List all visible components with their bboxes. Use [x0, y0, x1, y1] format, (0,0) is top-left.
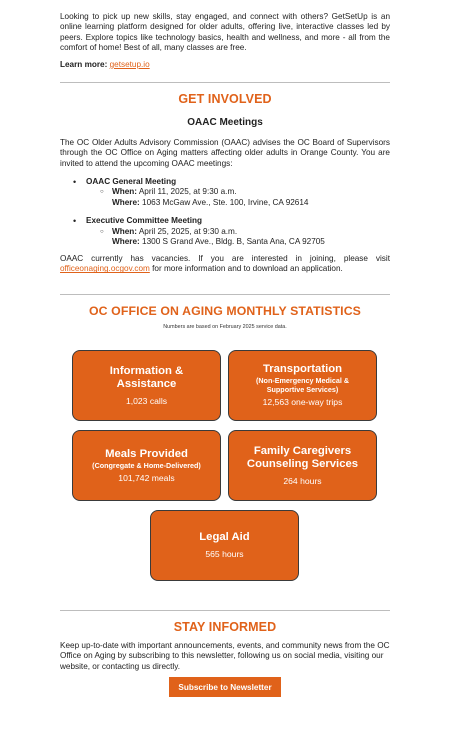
meeting-item [60, 177, 390, 208]
stay-informed-heading: STAY INFORMED [173, 620, 277, 634]
getsetup-link[interactable]: getsetup.io [109, 60, 150, 69]
oaac-meetings-heading: OAAC Meetings [187, 117, 263, 128]
meeting-details [86, 227, 390, 248]
stat-card-meals-provided [72, 430, 221, 501]
meeting-where: Where: 1063 McGaw Ave., Ste. 100, Irvine, CA 92614 [112, 197, 309, 207]
meeting-details [86, 187, 390, 208]
getsetup-intro-text: Looking to pick up new skills, stay engaged, and connect with others? GetSetUp is an online learning platform designed for older adults, offering live, interactive classes led by peers. Explore topics like technology basics, health and wellness, and more - all from the comfort of home! Best of all, many classes are free. [60, 12, 390, 53]
stat-card-title: Transportation [262, 363, 343, 375]
meeting-when: ○ When: April 25, 2025, at 9:30 a.m. [112, 226, 238, 236]
meeting-title: • OAAC General Meeting [86, 177, 177, 186]
learn-more-label: Learn more: [60, 60, 108, 69]
vacancy-text: OAAC currently has vacancies. If you are interested in joining, please visit officeonaging.ocgov.com for more information and to download an application. [60, 254, 390, 274]
stat-card-value: 565 hours [205, 549, 244, 559]
subscribe-newsletter-button[interactable]: Subscribe to Newsletter [169, 677, 281, 697]
stay-informed-text: Keep up-to-date with important announcements, events, and community news from the OC Office on Aging by subscribing to this newsletter, following us on social media, visiting our website, or contacting us directly. [60, 641, 390, 671]
meeting-where: Where: 1300 S Grand Ave., Bldg. B, Santa Ana, CA 92705 [112, 237, 325, 247]
stat-card-value: 1,023 calls [125, 395, 168, 406]
stat-card-value: 12,563 one-way trips [262, 397, 343, 407]
stat-card-value: 101,742 meals [118, 472, 175, 483]
stat-card-legal-aid [150, 510, 299, 581]
meeting-list [60, 177, 390, 247]
learn-more-line [60, 60, 150, 69]
meeting-when: ○ When: April 11, 2025, at 9:30 a.m. [112, 187, 237, 197]
oaac-description: The OC Older Adults Advisory Commission (OAAC) advises the OC Board of Supervisors through the OC Office on Aging matters affecting older adults in Orange County. You are invited to attend the upcoming OAAC meetings: [60, 138, 390, 168]
meeting-title: • Executive Committee Meeting [86, 216, 203, 226]
meeting-item [60, 216, 390, 247]
stat-card-information-assistance [72, 350, 221, 421]
statistics-note: Numbers are based on February 2025 service data. [163, 324, 287, 330]
stat-card-transportation [228, 350, 377, 421]
section-divider [60, 610, 390, 611]
stat-card-title: Information & Assistance [109, 364, 184, 390]
stat-card-title: Legal Aid [199, 531, 250, 543]
get-involved-heading: GET INVOLVED [178, 92, 272, 106]
stat-card-subtitle: (Congregate & Home-Delivered) [92, 460, 201, 470]
section-divider [60, 294, 390, 295]
stat-card-subtitle: (Non-Emergency Medical & Supportive Services) [255, 376, 350, 394]
stat-card-family-caregivers [228, 430, 377, 501]
stat-card-value: 264 hours [283, 475, 322, 486]
statistics-heading: OC OFFICE ON AGING MONTHLY STATISTICS [89, 304, 361, 318]
stat-card-title: Meals Provided [105, 447, 188, 460]
stat-card-title: Family Caregivers Counseling Services [246, 444, 359, 470]
office-on-aging-link[interactable]: officeonaging.ocgov.com [60, 264, 150, 274]
section-divider [60, 82, 390, 83]
